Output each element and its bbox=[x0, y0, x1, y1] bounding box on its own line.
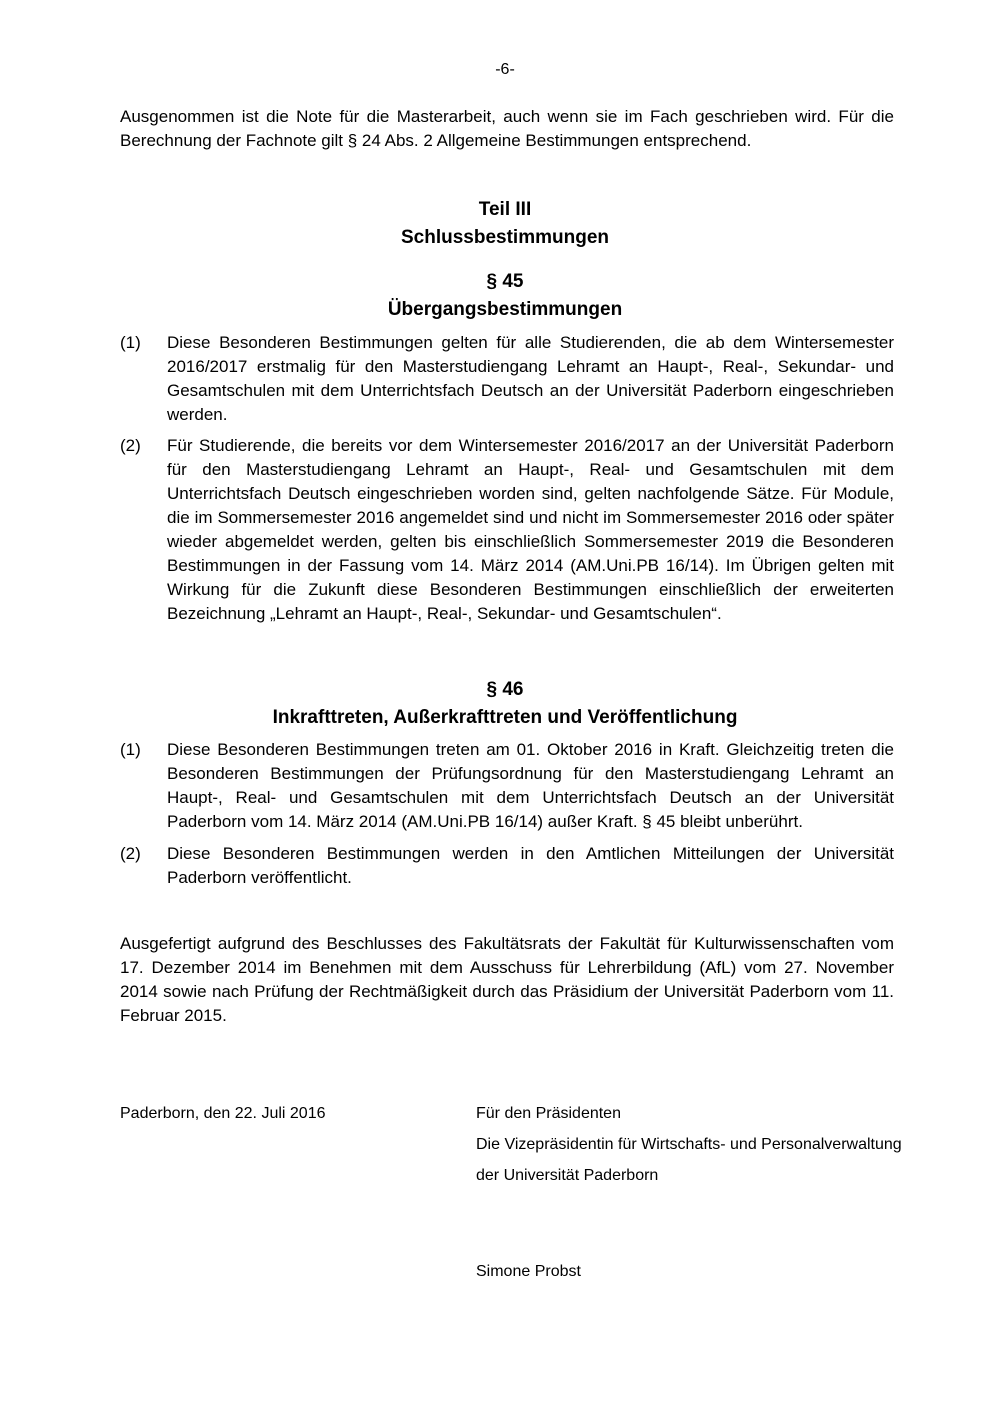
signer-name: Simone Probst bbox=[476, 1263, 581, 1280]
section-45-title: Übergangsbestimmungen bbox=[387, 299, 623, 320]
paragraph-text: Diese Besonderen Bestimmungen treten am 01. Oktober 2016 in Kraft. Gleichzeitig treten die Besonderen Bestimmungen der Prüfungsordnung für den Masterstudiengang Lehramt an Haupt-, Real- und Gesamtschulen mit dem Unterrichtsfach Deutsch an der Universität Paderborn vom 14. März 2014 (AM.Uni.PB 16/14) außer Kraft. § 45 bleibt unberührt. bbox=[167, 740, 894, 831]
signature-line-3: der Universität Paderborn bbox=[476, 1167, 659, 1184]
signature-block bbox=[476, 1102, 902, 1195]
paragraph-text: Für Studierende, die bereits vor dem Wintersemester 2016/2017 an der Universität Paderborn für den Masterstudiengang Lehramt an Haupt-, Real- und Gesamtschulen mit dem Unterrichtsfach Deutsch eingeschrieben worden sind, gelten nachfolgende Sätze. Für Module, die im Sommersemester 2016 angemeldet sind und nicht im Sommersemester 2016 oder später wieder abgemeldet werden, gelten bis einschließlich Sommersemester 2019 die Besonderen Bestimmungen in der Fassung vom 14. März 2014 (AM.Uni.PB 16/14). Im Übrigen gelten mit Wirkung für die Zukunft diese Besonderen Bestimmungen einschließlich der erweiterten Bezeichnung „Lehramt an Haupt-, Real-, Sekundar- und Gesamtschulen“. bbox=[167, 436, 894, 623]
signature-line-1: Für den Präsidenten bbox=[476, 1105, 621, 1122]
part-label: Teil III bbox=[478, 199, 532, 220]
section-45-heading bbox=[0, 268, 1000, 324]
paragraph-text: Diese Besonderen Bestimmungen gelten für alle Studierenden, die ab dem Wintersemester 2016/2017 erstmalig für den Masterstudiengang Lehramt an Haupt-, Real-, Sekundar- und Gesamtschulen mit dem Unterrichtsfach Deutsch an der Universität Paderborn eingeschrieben werden. bbox=[167, 333, 894, 424]
part-title: Schlussbestimmungen bbox=[401, 227, 609, 248]
intro-paragraph: Ausgenommen ist die Note für die Masterarbeit, auch wenn sie im Fach geschrieben wird. Für die Berechnung der Fachnote gilt § 24 Abs. 2 Allgemeine Bestimmungen entsprechend. bbox=[120, 107, 894, 150]
section-46-heading bbox=[0, 676, 1000, 732]
section-45-number: § 45 bbox=[486, 271, 524, 292]
page-number: -6- bbox=[495, 61, 515, 78]
signature-line-2: Die Vizepräsidentin für Wirtschafts- und Personalverwaltung bbox=[476, 1136, 902, 1153]
part-heading bbox=[0, 196, 1000, 252]
closing-paragraph: Ausgefertigt aufgrund des Beschlusses des Fakultätsrats der Fakultät für Kulturwissenschaften vom 17. Dezember 2014 im Benehmen mit dem Ausschuss für Lehrerbildung (AfL) vom 27. November 2014 sowie nach Prüfung der Rechtmäßigkeit durch das Präsidium der Universität Paderborn vom 11. Februar 2015. bbox=[120, 934, 894, 1025]
paragraph-number: (2) bbox=[120, 436, 141, 455]
paragraph-number: (1) bbox=[120, 333, 141, 352]
paragraph-text: Diese Besonderen Bestimmungen werden in den Amtlichen Mitteilungen der Universität Paderborn veröffentlicht. bbox=[167, 844, 894, 887]
section-45-paragraph-2 bbox=[120, 434, 894, 626]
section-46-paragraph-1 bbox=[120, 738, 894, 834]
section-46-paragraph-2 bbox=[120, 842, 894, 890]
section-46-title: Inkrafttreten, Außerkrafttreten und Veröffentlichung bbox=[272, 707, 738, 728]
paragraph-number: (1) bbox=[120, 740, 141, 759]
place-date: Paderborn, den 22. Juli 2016 bbox=[120, 1105, 326, 1122]
section-45-paragraph-1 bbox=[120, 331, 894, 427]
paragraph-number: (2) bbox=[120, 844, 141, 863]
section-46-number: § 46 bbox=[486, 679, 524, 700]
